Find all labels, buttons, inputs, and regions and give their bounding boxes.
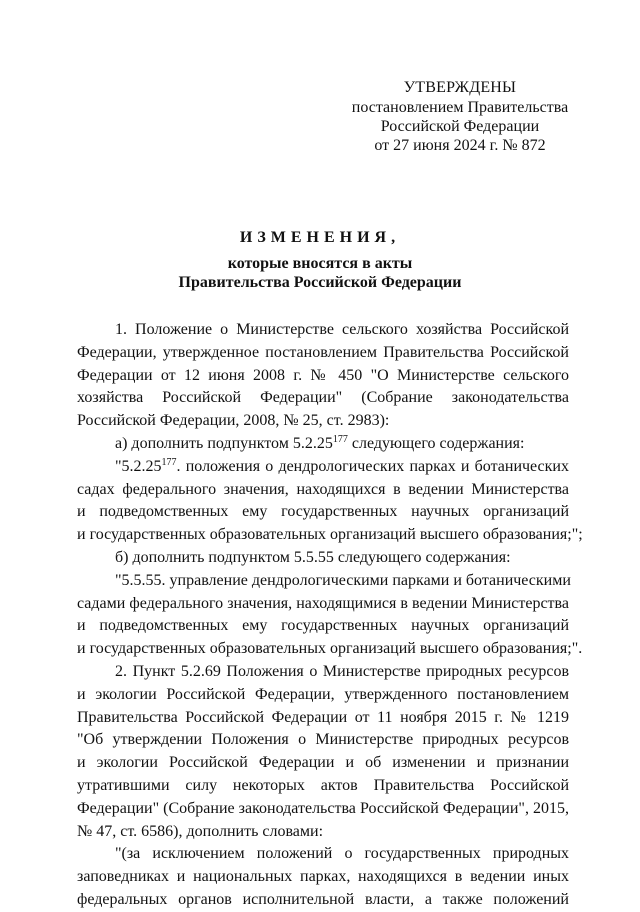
body-line: и экологии Российской Федерации и об изменении и признании bbox=[77, 754, 569, 772]
body-line: заповедниках и национальных парках, находящихся в ведении иных bbox=[77, 868, 569, 886]
body-line: хозяйства Российской Федерации" (Собрание законодательства bbox=[77, 389, 569, 407]
body-line: Федерации от 12 июня 2008 г. № 450 "О Министерстве сельского bbox=[77, 366, 569, 384]
body-line: и экологии Российской Федерации, утвержденного постановлением bbox=[77, 685, 569, 703]
body-line: и государственных образовательных организаций высшего образования;"; bbox=[77, 526, 583, 544]
body-line: садах федерального значения, находящихся в ведении Министерства bbox=[77, 480, 569, 498]
body-line: федеральных органов исполнительной власти, а также положений bbox=[77, 890, 569, 908]
body-line: и подведомственных ему государственных научных организаций bbox=[77, 617, 569, 635]
document-body bbox=[77, 319, 583, 912]
body-text-span: следующего содержания: bbox=[347, 434, 525, 452]
body-text-span: . положения о дендрологических парках и ботанических bbox=[176, 457, 569, 475]
body-line: и государственных образовательных организаций высшего образования;". bbox=[77, 640, 583, 658]
document-title bbox=[0, 228, 640, 292]
approval-line-3: от 27 июня 2024 г. № 872 bbox=[374, 137, 546, 154]
body-text-span: "5.2.25 bbox=[115, 457, 162, 475]
body-line: 2. Пункт 5.2.69 Положения о Министерстве природных ресурсов bbox=[115, 662, 569, 680]
body-line: "(за исключением положений о государственных природных bbox=[115, 845, 569, 863]
body-text-span: а) дополнить подпунктом 5.2.25 bbox=[115, 434, 333, 452]
body-line: Федерации, утвержденное постановлением Правительства Российской bbox=[77, 343, 569, 361]
body-line: "5.5.55. управление дендрологическими парками и ботаническими bbox=[115, 571, 571, 589]
body-line: Российской Федерации, 2008, № 25, ст. 2983): bbox=[77, 412, 390, 430]
body-line: Федерации" (Собрание законодательства Российской Федерации", 2015, bbox=[77, 799, 569, 817]
body-line: № 47, ст. 6586), дополнить словами: bbox=[77, 822, 324, 840]
title-subtitle-2: Правительства Российской Федерации bbox=[178, 274, 462, 291]
approval-stamp bbox=[340, 78, 580, 155]
footnote-superscript: 177 bbox=[161, 456, 177, 468]
title-heading: ИЗМЕНЕНИЯ, bbox=[239, 229, 401, 246]
footnote-superscript: 177 bbox=[332, 433, 348, 445]
body-line: Правительства Российской Федерации от 11 ноября 2015 г. № 1219 bbox=[77, 708, 569, 726]
body-line: "Об утверждении Положения о Министерстве природных ресурсов bbox=[77, 731, 569, 749]
approval-heading: УТВЕРЖДЕНЫ bbox=[403, 79, 517, 96]
approval-line-1: постановлением Правительства bbox=[351, 99, 569, 116]
body-line bbox=[77, 433, 569, 456]
body-line bbox=[77, 456, 569, 479]
body-line: б) дополнить подпунктом 5.5.55 следующего содержания: bbox=[115, 548, 511, 566]
body-line: садами федерального значения, находящимися в ведении Министерства bbox=[77, 594, 569, 612]
body-line: и подведомственных ему государственных научных организаций bbox=[77, 503, 569, 521]
body-line: 1. Положение о Министерстве сельского хозяйства Российской bbox=[115, 321, 569, 338]
body-line: утратившими силу некоторых актов Правительства Российской bbox=[77, 776, 569, 794]
title-subtitle-1: которые вносятся в акты bbox=[227, 255, 413, 272]
approval-line-2: Российской Федерации bbox=[380, 118, 540, 135]
